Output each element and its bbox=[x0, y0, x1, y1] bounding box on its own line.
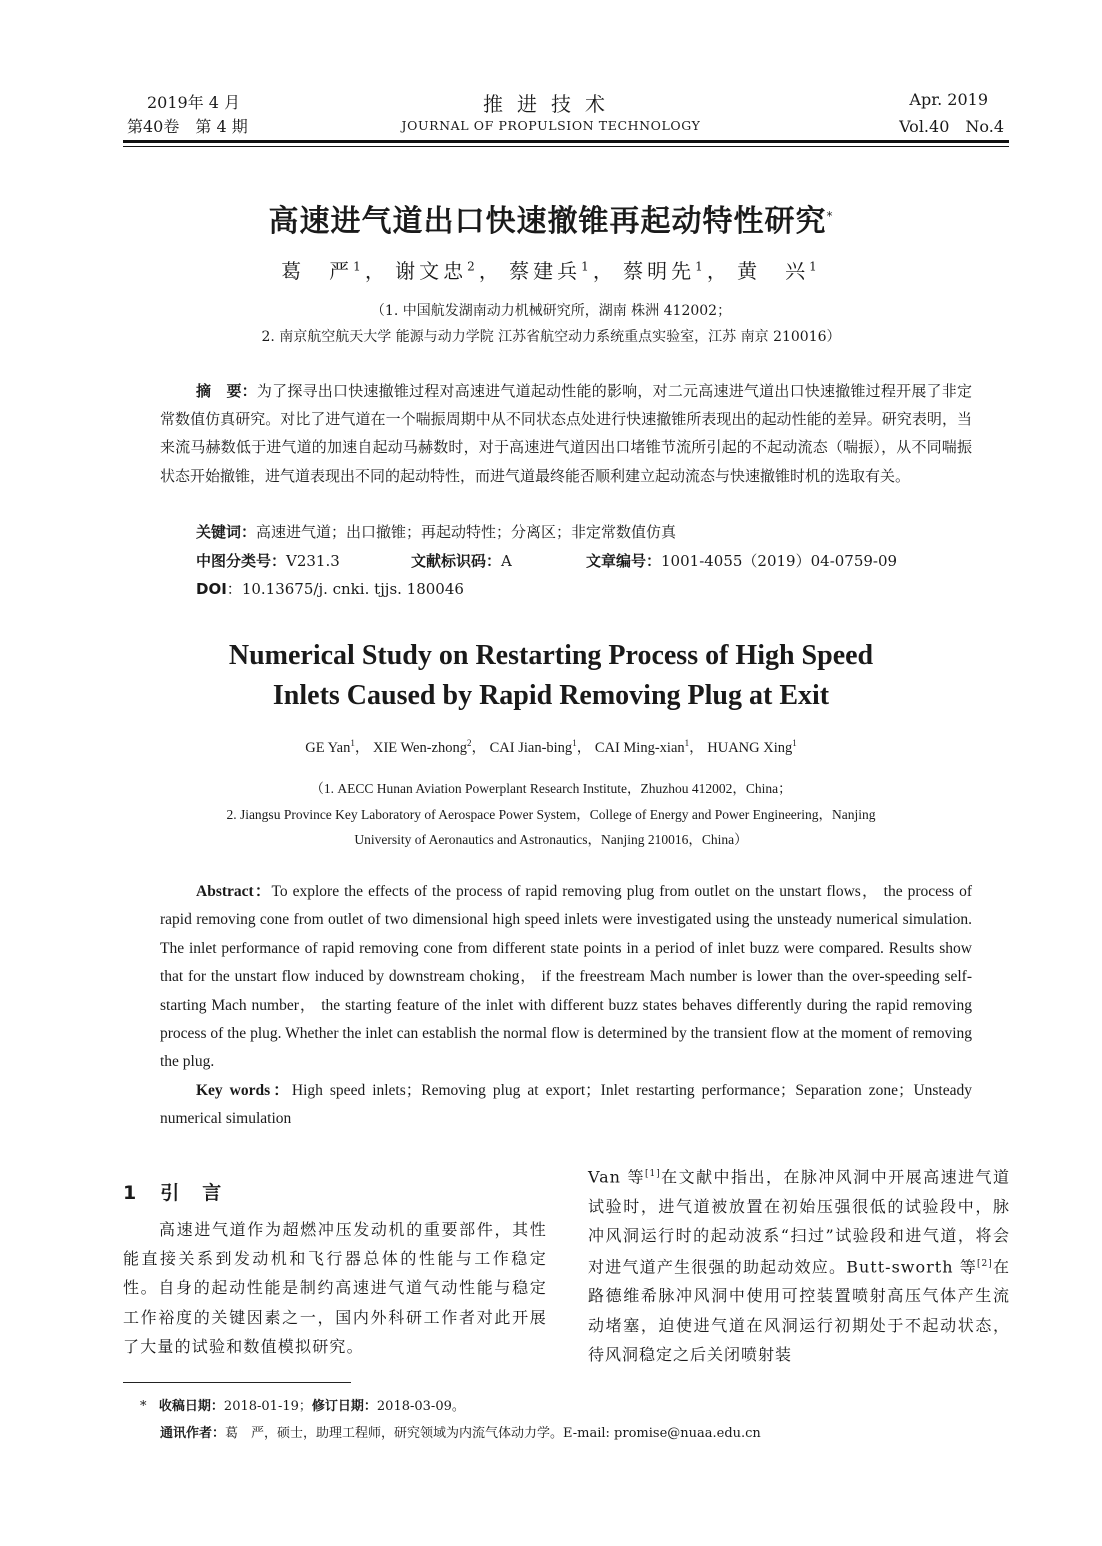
header-date-en: Apr. 2019 bbox=[909, 90, 988, 109]
abstract-zh-label: 摘 要： bbox=[196, 382, 257, 400]
author-en: HUANG Xing bbox=[707, 740, 793, 756]
header-volume-en: Vol.40 No.4 bbox=[899, 117, 1004, 136]
affiliation-en-3: University of Aeronautics and Astronautics，Nanjing 210016，China） bbox=[354, 832, 748, 847]
author-en: XIE Wen-zhong bbox=[373, 740, 467, 756]
abstract-zh bbox=[160, 377, 972, 490]
clc-number: V231.3 bbox=[286, 552, 340, 570]
header-rule-thin bbox=[123, 146, 1009, 147]
abstract-en bbox=[160, 878, 972, 1077]
footnote-corresponding-author: 通讯作者：葛 严，硕士，助理工程师，研究领域为内流气体动力学。E-mail: promise@nuaa.edu.cn bbox=[160, 1426, 761, 1441]
affiliation-en-1: （1. AECC Hunan Aviation Powerplant Research Institute，Zhuzhou 412002，China； bbox=[310, 781, 792, 796]
keywords-zh-text: 高速进气道；出口撤锥；再起动特性；分离区；非定常数值仿真 bbox=[256, 523, 677, 541]
author-zh: 黄 兴 bbox=[737, 259, 810, 283]
journal-name-en: JOURNAL OF PROPULSION TECHNOLOGY bbox=[401, 118, 701, 133]
keywords-en: Key words：High speed inlets；Removing plug at export；Inlet restarting performance；Separation zone；Unsteady numerical simulation bbox=[160, 1082, 972, 1128]
author-zh: 蔡建兵 bbox=[509, 259, 582, 283]
citation-ref: [2] bbox=[977, 1258, 993, 1269]
footnote-rule bbox=[123, 1382, 351, 1383]
doi-value: 10.13675/j. cnki. tjjs. 180046 bbox=[241, 580, 464, 598]
document-code: A bbox=[501, 552, 512, 570]
authors-en: GE Yan$^1$， XIE Wen-zhong$^2$， CAI Jian-bing$^1$， CAI Ming-xian$^1$， HUANG Xing$^1$ bbox=[305, 738, 797, 756]
paper-title-en-line-2: Inlets Caused by Rapid Removing Plug at Exit bbox=[272, 680, 830, 711]
authors-zh: 葛 严$^1$， 谢文忠$^2$， 蔡建兵$^1$， 蔡明先$^1$， 黄 兴$^1$ bbox=[281, 259, 821, 283]
author-zh: 葛 严 bbox=[281, 259, 354, 283]
header-volume-zh: 第40卷 第 4 期 bbox=[127, 117, 248, 136]
title-footnote-mark: * bbox=[826, 209, 834, 223]
author-zh: 蔡明先 bbox=[623, 259, 696, 283]
affiliation-zh-1: （1. 中国航发湖南动力机械研究所，湖南 株洲 412002； bbox=[370, 303, 732, 319]
keywords-zh: 关键词：高速进气道；出口撤锥；再起动特性；分离区；非定常数值仿真 bbox=[196, 523, 677, 541]
article-number: 1001-4055（2019）04-0759-09 bbox=[661, 552, 898, 570]
citation-ref: [1] bbox=[644, 1169, 661, 1179]
abstract-en-label: Abstract： bbox=[196, 883, 272, 900]
footnote-dates: * 收稿日期：2018-01-19；修订日期：2018-03-09。 bbox=[140, 1399, 465, 1414]
affiliation-zh-2: 2. 南京航空航天大学 能源与动力学院 江苏省航空动力系统重点实验室，江苏 南京 210016） bbox=[261, 329, 841, 345]
author-en: GE Yan bbox=[305, 740, 351, 756]
section-heading: 1 引 言 bbox=[123, 1182, 224, 1204]
abstract-en-text: To explore the effects of the process of rapid removing plug from outlet on the unstart flows， the process of rapid removing cone from outlet of two dimensional high speed inlets were investigated using the unsteady numerical simulation. The inlet performance of rapid removing cone from different state points in a period of inlet buzz were compared. Results show that for the unstart flow induced by downstream choking， if the freestream Mach number is lower than the over-speeding self-starting Mach number， the starting feature of the inlet with different buzz states behaves differently during the rapid removing process of the plug. Whether the inlet can establish the normal flow is determined by the transient flow at the moment of removing the plug. bbox=[160, 883, 972, 1071]
body-text-left-column: 高速进气道作为超燃冲压发动机的重要部件，其性能直接关系到发动机和飞行器总体的性能与工作稳定性。自身的起动性能是制约高速进气道气动性能与稳定工作裕度的关键因素之一，国内外科研工作者对此开展了大量的试验和数值模拟研究。 bbox=[123, 1220, 547, 1356]
header-date-zh: 2019年 4 月 bbox=[147, 93, 241, 112]
affiliation-en-2: 2. Jiangsu Province Key Laboratory of Aerospace Power System，College of Energy and Power Engineering，Nanjing bbox=[226, 807, 876, 822]
author-en: CAI Jian-bing bbox=[489, 740, 573, 756]
journal-name-zh: 推进技术 bbox=[483, 92, 619, 116]
header-rule-thick bbox=[123, 140, 1009, 143]
author-zh: 谢文忠 bbox=[395, 259, 468, 283]
classification-line: 中图分类号：V231.3 文献标识码：A 文章编号：1001-4055（2019）04-0759-09 bbox=[196, 552, 898, 570]
body-text-right-column: Van 等[1]在文献中指出，在脉冲风洞中开展高速进气道试验时，进气道被放置在初始压强很低的试验段中，脉冲风洞运行时的起动波系“扫过”试验段和进气道，将会对进气道产生很强的助起动效应。Butt-sworth 等[2]在路德维希脉冲风洞中使用可控装置喷射高压气体产生流动堵塞，迫使进气道在风洞运行初期处于不起动状态，待风洞稳定之后关闭喷射装 bbox=[588, 1167, 1010, 1364]
paper-title-en-line-1: Numerical Study on Restarting Process of High Speed bbox=[228, 640, 874, 671]
abstract-zh-text: 为了探寻出口快速撤锥过程对高速进气道起动性能的影响，对二元高速进气道出口快速撤锥过程开展了非定常数值仿真研究。对比了进气道在一个喘振周期中从不同状态点处进行快速撤锥所表现出的起动性能的差异。研究表明，当来流马赫数低于进气道的加速自起动马赫数时，对于高速进气道因出口堵锥节流所引起的不起动流态（喘振），从不同喘振状态开始撤锥，进气道表现出不同的起动特性，而进气道最终能否顺利建立起动流态与快速撤锥时机的选取有关。 bbox=[160, 382, 972, 485]
keywords-en-text: High speed inlets；Removing plug at export；Inlet restarting performance；Separation zone；Unsteady numerical simulation bbox=[160, 1082, 972, 1128]
doi-line: DOI：10.13675/j. cnki. tjjs. 180046 bbox=[196, 580, 464, 598]
author-en: CAI Ming-xian bbox=[594, 740, 685, 756]
paper-title-zh: 高速进气道出口快速撤锥再起动特性研究* bbox=[268, 204, 834, 239]
